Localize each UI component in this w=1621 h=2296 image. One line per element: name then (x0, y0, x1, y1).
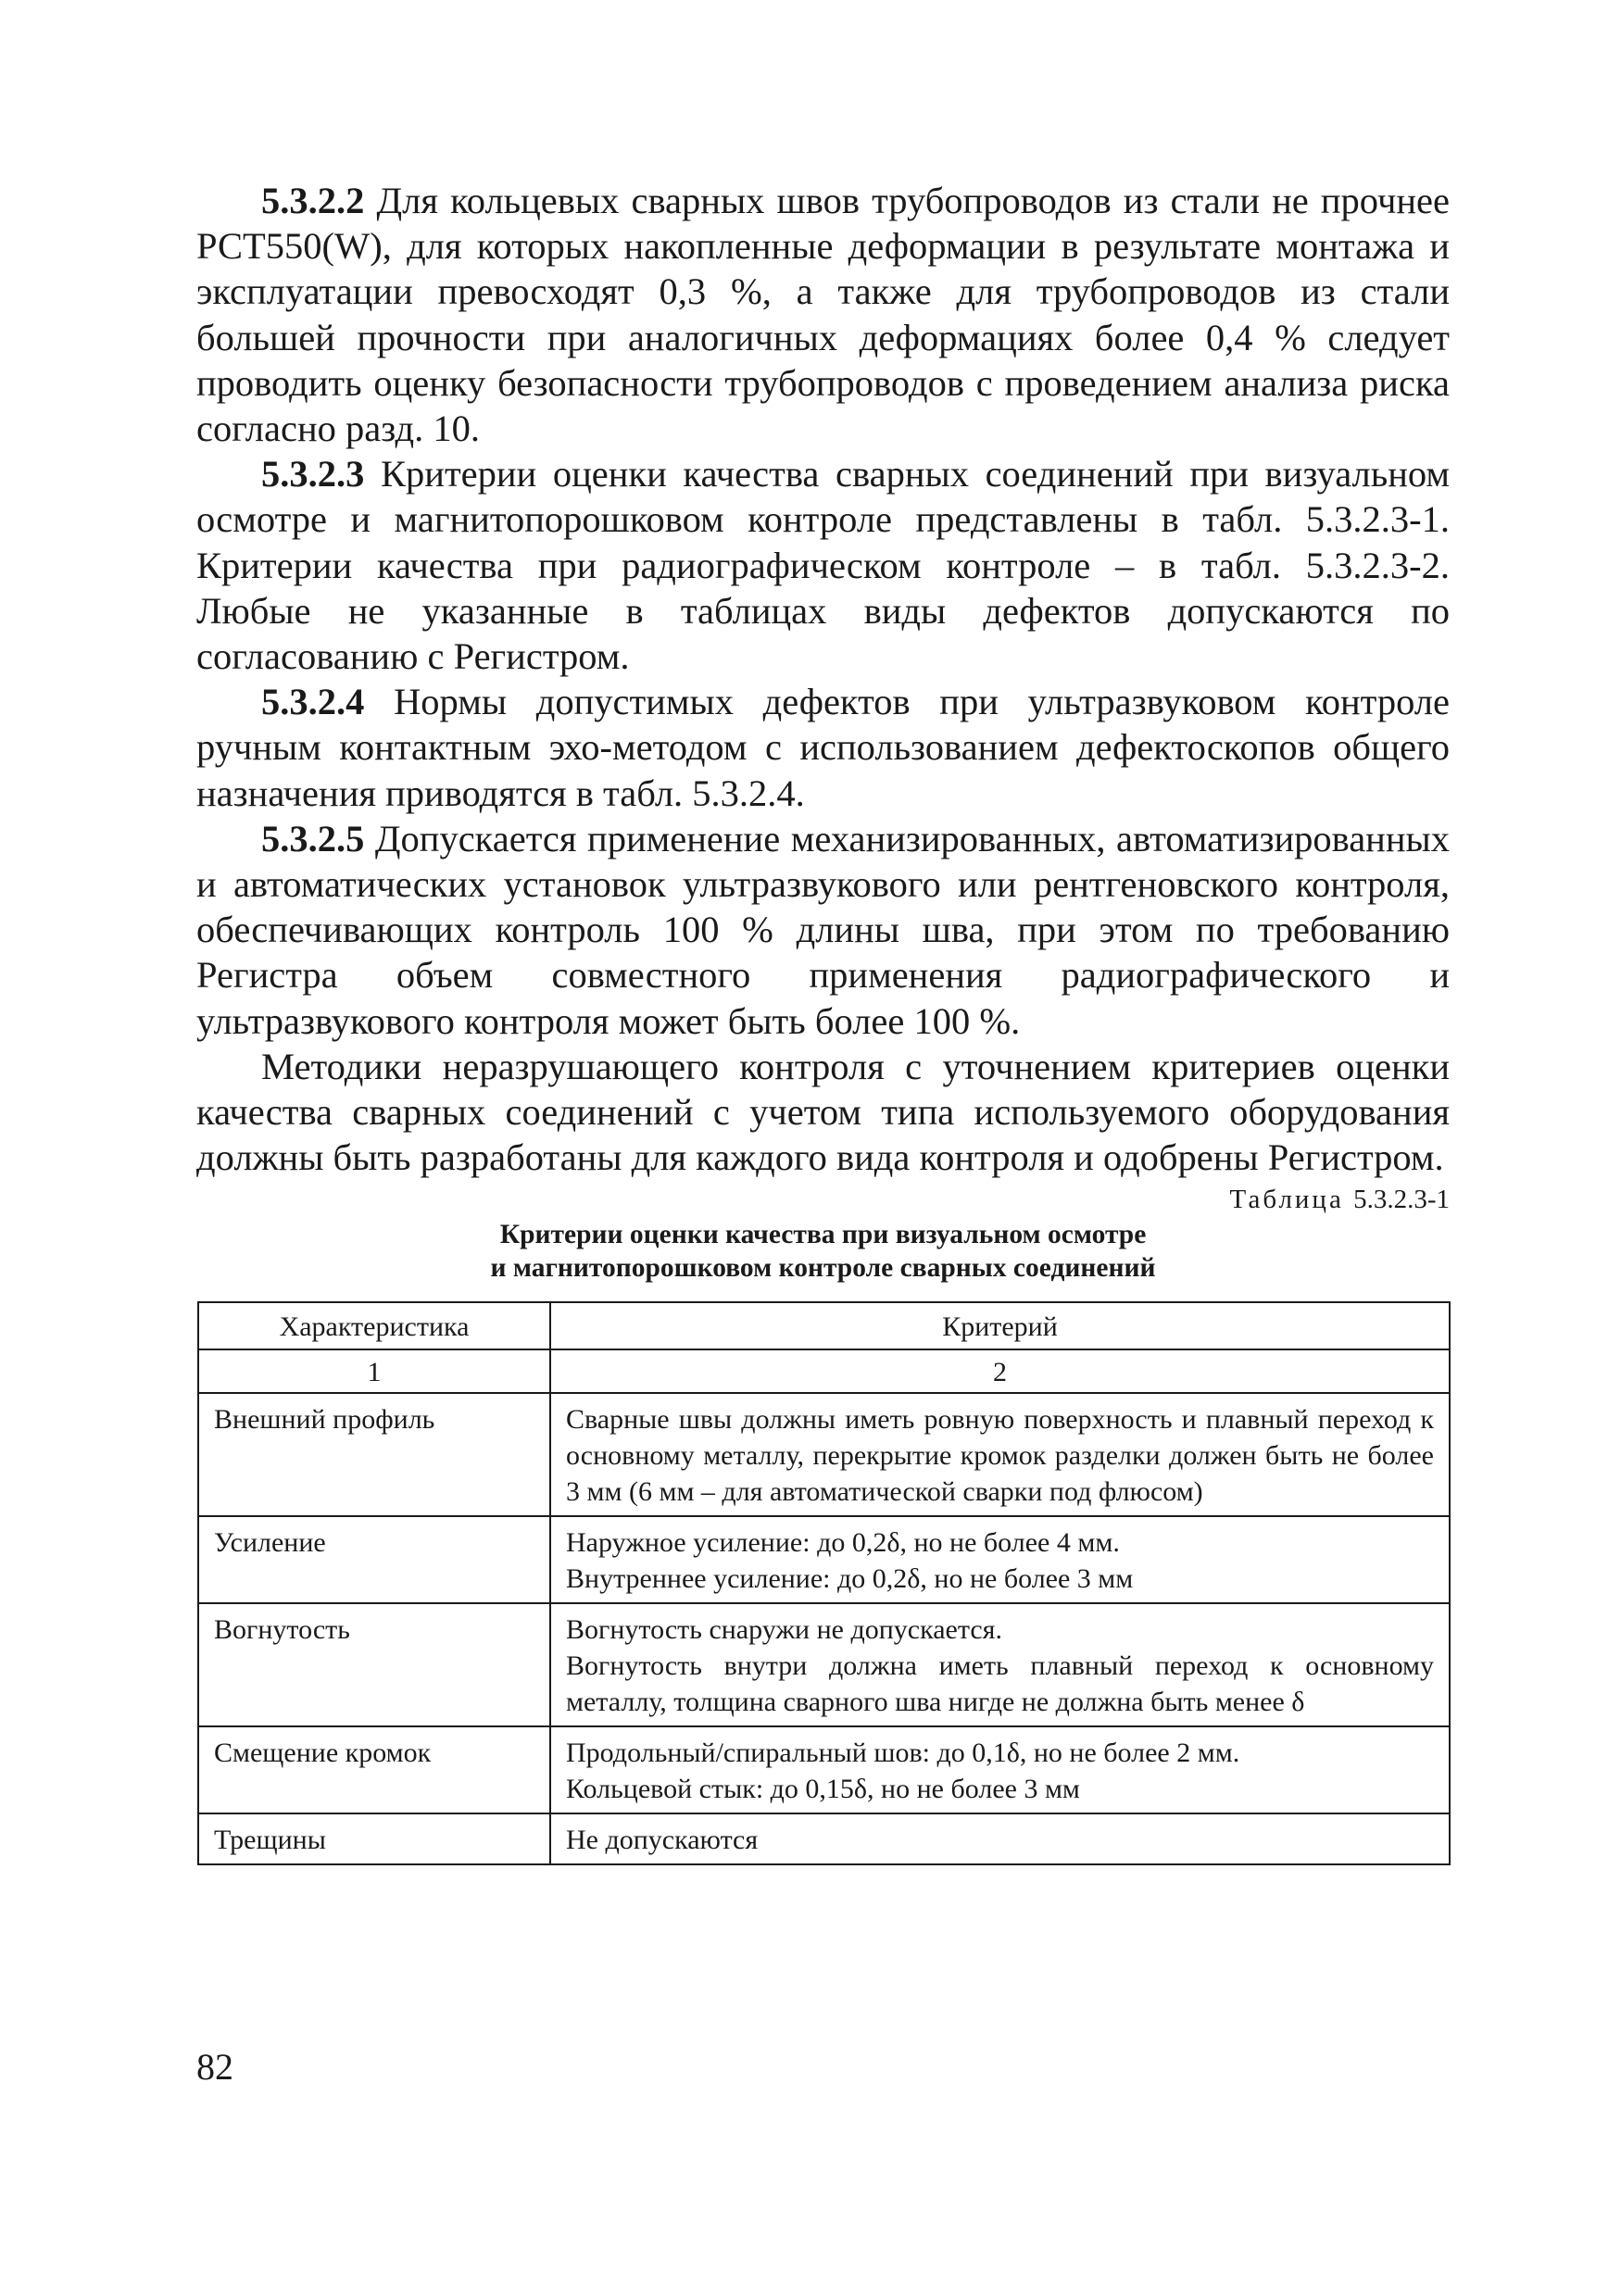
criteria-table (197, 1301, 1451, 1865)
clause-number: 5.3.2.5 (261, 817, 365, 859)
criterion-cell (550, 1603, 1450, 1726)
table-row (198, 1726, 1450, 1813)
table-title (196, 1218, 1450, 1285)
table-column-numbers-row (198, 1349, 1450, 1393)
criterion-line: Наружное усиление: до 0,2δ, но не более 4 мм. (566, 1527, 1120, 1558)
header-criterion: Критерий (550, 1302, 1450, 1349)
criterion-line: Продольный/спиральный шов: до 0,1δ, но не более 2 мм. (566, 1738, 1240, 1768)
header-characteristic: Характеристика (198, 1302, 550, 1349)
page-number: 82 (196, 2046, 233, 2088)
table-header-row (198, 1302, 1450, 1349)
table-row (198, 1603, 1450, 1726)
table-row (198, 1813, 1450, 1864)
column-number-1: 1 (198, 1349, 550, 1393)
criterion-line: Кольцевой стык: до 0,15δ, но не более 3 мм (566, 1774, 1080, 1804)
table-label: Таблица (1229, 1185, 1344, 1214)
table-row (198, 1516, 1450, 1603)
characteristic-cell: Внешний профиль (198, 1393, 550, 1516)
clause-number: 5.3.2.2 (261, 180, 365, 221)
criterion-cell (550, 1393, 1450, 1516)
criterion-line: Сварные швы должны иметь ровную поверхность и плавный переход к основному металлу, перекрытие кромок разделки должен быть не более 3 мм (6 мм – для автоматической сварки под флюсом) (566, 1404, 1434, 1507)
characteristic-cell: Смещение кромок (198, 1726, 550, 1813)
paragraph-text: Нормы допустимых дефектов при ультразвуковом контроле ручным контактным эхо-методом с использованием дефектоскопов общего назначения приводятся в табл. 5.3.2.4. (196, 681, 1450, 814)
paragraph-methods (196, 1044, 1450, 1181)
paragraph-text: Для кольцевых сварных швов трубопроводов из стали не прочнее РСТ550(W), для которых накопленные деформации в результате монтажа и эксплуатации превосходят 0,3 %, а также для трубопроводов из стали большей прочности при аналогичных деформациях более 0,4 % следует проводить оценку безопасности трубопроводов с проведением анализа риска согласно разд. 10. (196, 180, 1450, 450)
criterion-cell (550, 1726, 1450, 1813)
table-number (196, 1184, 1450, 1215)
criterion-cell (550, 1516, 1450, 1603)
paragraph-5-3-2-3 (196, 451, 1450, 679)
body-text (196, 178, 1450, 1180)
criterion-line: Не допускаются (566, 1825, 759, 1855)
criterion-cell (550, 1813, 1450, 1864)
table-number-value: 5.3.2.3-1 (1353, 1185, 1450, 1214)
table-row (198, 1393, 1450, 1516)
characteristic-cell: Трещины (198, 1813, 550, 1864)
characteristic-cell: Усиление (198, 1516, 550, 1603)
table-title-line-2: и магнитопорошковом контроле сварных соединений (490, 1253, 1156, 1283)
paragraph-text: Допускается применение механизированных, автоматизированных и автоматических установок ультразвукового или рентгеновского контроля, обеспечивающих контроль 100 % длины шва, при этом по требованию Регистра объем совместного применения радиографического и ультразвукового контроля может быть более 100 %. (196, 817, 1450, 1042)
paragraph-5-3-2-5 (196, 816, 1450, 1044)
paragraph-5-3-2-4 (196, 679, 1450, 816)
clause-number: 5.3.2.3 (261, 453, 365, 496)
column-number-2: 2 (550, 1349, 1450, 1393)
paragraph-text: Критерии оценки качества сварных соединений при визуальном осмотре и магнитопорошковом контроле представлены в табл. 5.3.2.3-1. Критерии качества при радиографическом контроле – в табл. 5.3.2.3-2. Любые не указанные в таблицах виды дефектов допускаются по согласованию с Регистром. (196, 453, 1450, 678)
criterion-line: Вогнутость внутри должна иметь плавный переход к основному металлу, толщина сварного шва нигде не должна быть менее δ (566, 1650, 1434, 1717)
clause-number: 5.3.2.4 (261, 681, 365, 723)
paragraph-5-3-2-2 (196, 178, 1450, 451)
criterion-line: Внутреннее усиление: до 0,2δ, но не более 3 мм (566, 1563, 1134, 1594)
criterion-line: Вогнутость снаружи не допускается. (566, 1614, 1002, 1645)
paragraph-text: Методики неразрушающего контроля с уточнением критериев оценки качества сварных соединений с учетом типа используемого оборудования должны быть разработаны для каждого вида контроля и одобрены Регистром. (196, 1045, 1450, 1179)
characteristic-cell: Вогнутость (198, 1603, 550, 1726)
table-title-line-1: Критерии оценки качества при визуальном осмотре (499, 1220, 1147, 1249)
table-caption (196, 1184, 1450, 1285)
